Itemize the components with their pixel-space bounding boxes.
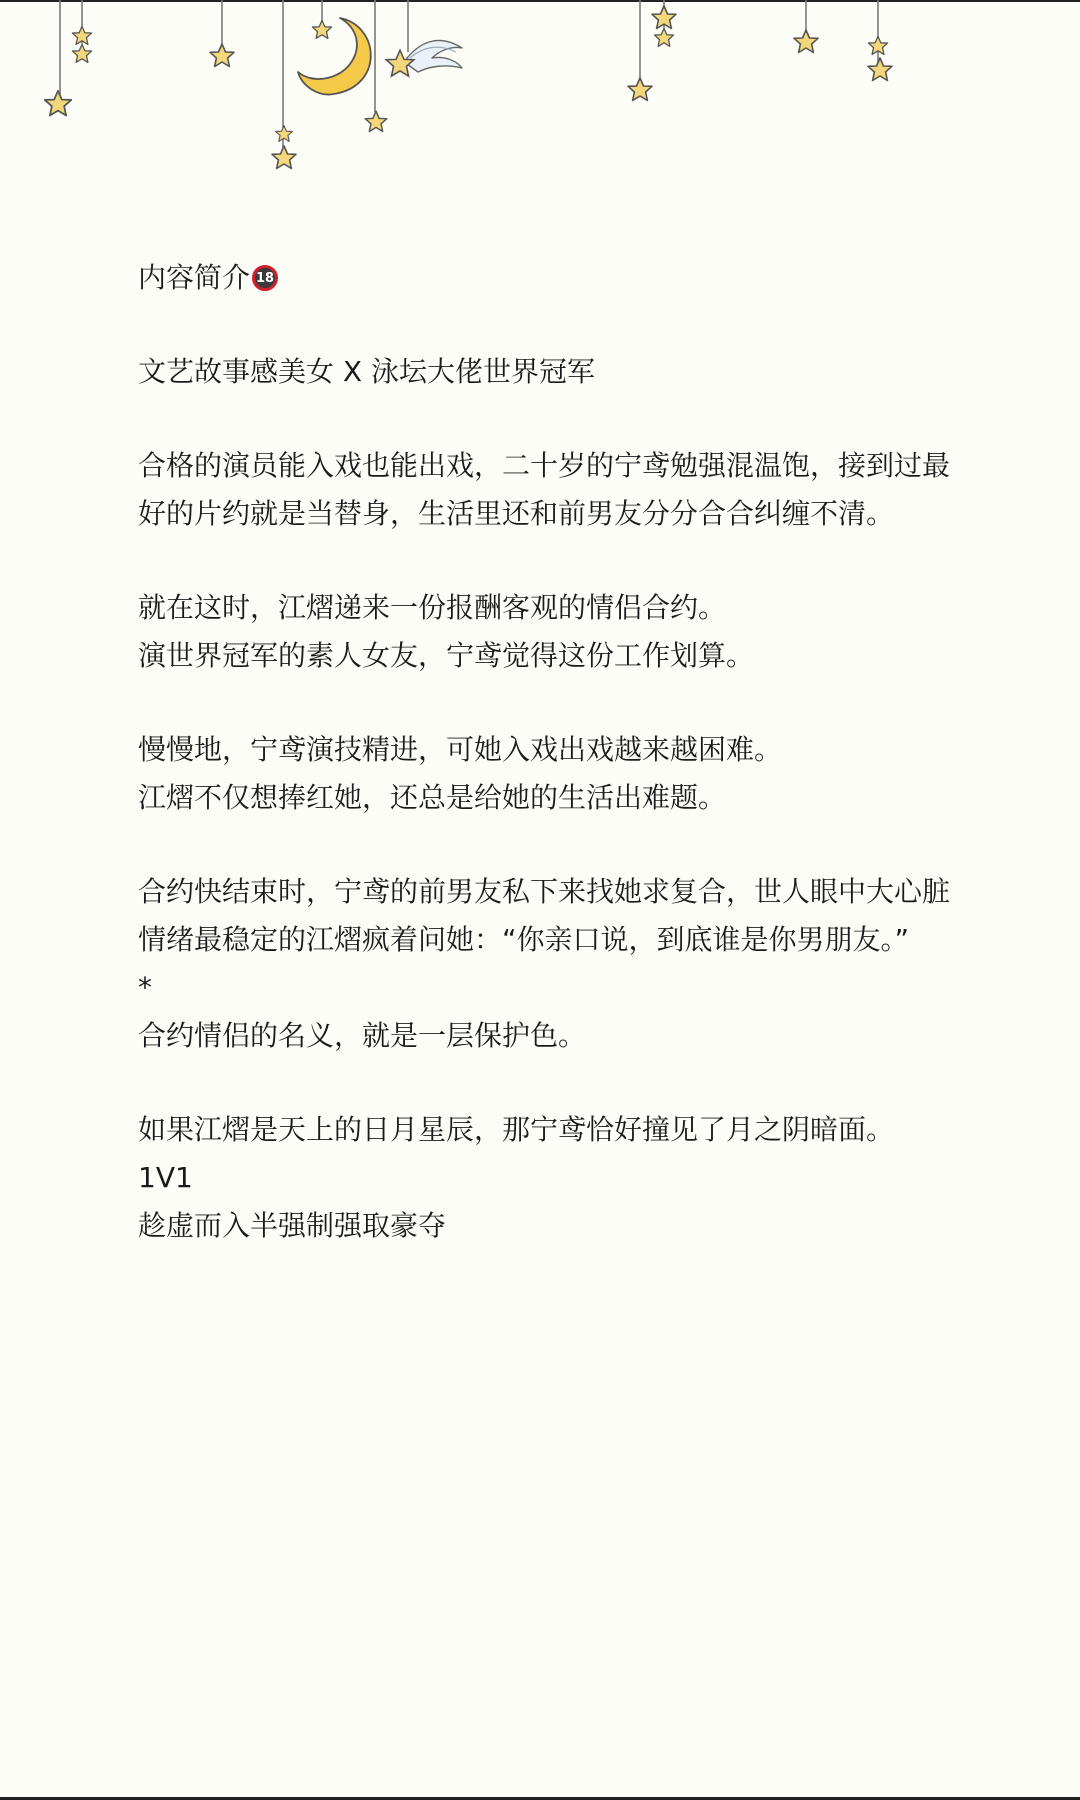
star-icon [72,44,91,62]
paragraph-contract-accept: 演世界冠军的素人女友，宁鸢觉得这份工作划算。 [138,639,755,672]
paragraph-acting-skill: 慢慢地，宁鸢演技精进，可她入戏出戏越来越困难。 [138,733,783,766]
synopsis-heading [138,254,958,302]
paragraph-moon-dark-side: 如果江熠是天上的日月星辰，那宁鸢恰好撞见了月之阴暗面。 [138,1113,895,1146]
paragraph-protective-color: 合约情侣的名义，就是一层保护色。 [138,1019,587,1052]
star-icon [868,58,892,81]
paragraph-climax: 合约快结束时，宁鸢的前男友私下来找她求复合，世人眼中大心脏情绪最稳定的江熠疯着问她：“你亲口说，到底谁是你男朋友。” [138,875,951,956]
star-icon [628,78,652,101]
star-icon [210,44,234,67]
tag-1v1: 1V1 [138,1161,193,1194]
hanging-stars-decoration [0,0,1080,190]
star-icon [45,91,71,116]
star-icon [276,126,293,142]
no-under-18-icon: 18 [252,265,278,291]
crescent-moon-icon [298,18,371,94]
star-icon [365,111,387,131]
synopsis-title: 内容简介 [138,261,251,294]
separator-asterisk: * [138,971,152,1004]
star-icon [312,20,331,38]
paragraph-challenges: 江熠不仅想捧红她，还总是给她的生活出难题。 [138,781,727,814]
star-icon [654,28,673,46]
shooting-star-icon [386,40,462,76]
synopsis-content [138,254,958,1250]
paragraph-intro: 合格的演员能入戏也能出戏，二十岁的宁鸢勉强混温饱，接到过最好的片约就是当替身，生活里还和前男友分分合合纠缠不清。 [138,449,951,530]
star-icon [272,146,296,169]
paragraph-contract-offer: 就在这时，江熠递来一份报酬客观的情侣合约。 [138,591,727,624]
tagline: 文艺故事感美女 X 泳坛大佬世界冠军 [138,355,595,388]
star-icon [794,30,818,53]
tag-tropes: 趁虚而入半强制强取豪夺 [138,1209,447,1242]
